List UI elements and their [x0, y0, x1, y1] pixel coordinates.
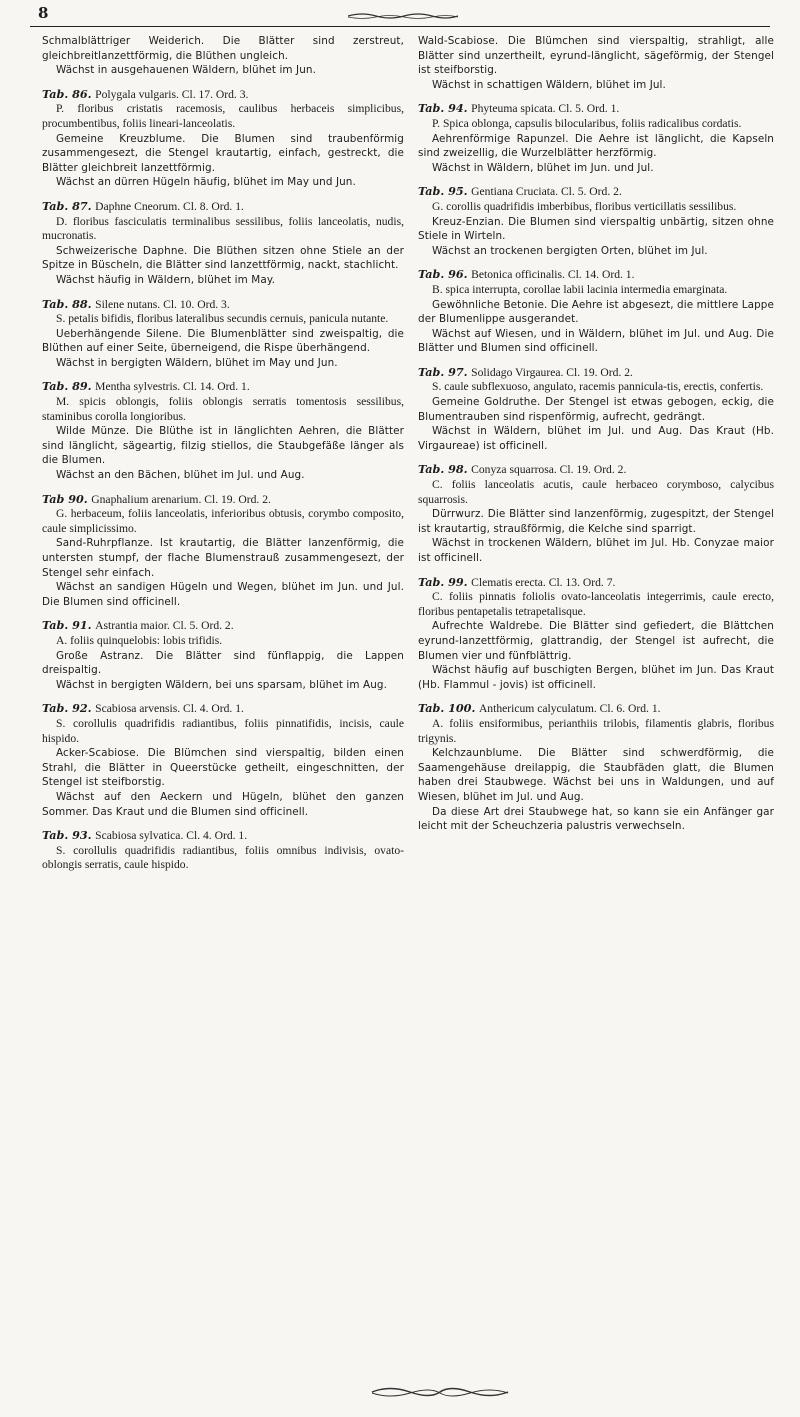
species-entry	[418, 365, 774, 454]
german-description: Wächst auf den Aeckern und Hügeln, blühet den ganzen Sommer. Das Kraut und die Blumen sind officinell.	[42, 790, 404, 818]
species-entry	[42, 828, 404, 873]
german-description: Gewöhnliche Betonie. Die Aehre ist abgesezt, die mittlere Lappe der Blumenlippe ausgerandet.	[418, 298, 774, 326]
tab-number: Tab. 89.	[42, 379, 92, 394]
german-description: Gemeine Kreuzblume. Die Blumen sind traubenförmig zusammengesezt, die Stengel krautartig, einfach, gestreckt, die Blätter gleichbreit lanzettförmig.	[42, 132, 404, 174]
latin-description: S. corollulis quadrifidis radiantibus, foliis omnibus indivisis, ovato-oblongis serratis, caule hispido.	[42, 843, 404, 872]
latin-description: D. floribus fasciculatis terminalibus sessilibus, foliis lanceolatis, nudis, mucronatis.	[42, 214, 404, 243]
tab-number: Tab. 88.	[42, 296, 92, 311]
species-name: Mentha sylvestris. Cl. 14. Ord. 1.	[95, 380, 250, 394]
header-rule	[30, 26, 770, 27]
species-entry	[418, 34, 774, 92]
species-name: Daphne Cneorum. Cl. 8. Ord. 1.	[95, 199, 244, 213]
entry-heading	[42, 701, 404, 717]
german-description: Wächst in Wäldern, blühet im Jun. und Jul.	[432, 161, 654, 174]
tab-number: Tab. 93.	[42, 828, 92, 843]
german-description: Schmalblättriger Weiderich. Die Blätter sind zerstreut, gleichbreitlanzettförmig, die Blüthen ungleich.	[42, 35, 404, 62]
latin-description: A. foliis quinquelobis: lobis trifidis.	[56, 633, 223, 647]
entry-heading	[418, 701, 774, 717]
german-description: Kelchzaunblume. Die Blätter sind schwerdförmig, die Saamengehäuse dreilappig, die Staubfäden glatt, die Blumen haben drei Staubwege. Wächst bei uns in Waldungen, und auf Wiesen, blühet im Jul. und Aug.	[418, 747, 774, 803]
species-entry	[42, 701, 404, 819]
species-name: Silene nutans. Cl. 10. Ord. 3.	[95, 297, 230, 311]
species-entry	[418, 101, 774, 175]
german-description: Wächst an trockenen bergigten Orten, blühet im Jul.	[432, 244, 708, 257]
species-entry	[418, 462, 774, 565]
entry-heading	[42, 297, 404, 313]
german-description: Gemeine Goldruthe. Der Stengel ist etwas gebogen, eckig, die Blumentrauben sind rispenförmig, aufrecht, gedrängt.	[418, 396, 774, 423]
german-description: Acker-Scabiose. Die Blümchen sind vierspaltig, bilden einen Strahl, die Blätter in Queerstücke getheilt, eingeschnitten, der Stengel ist steifborstig.	[42, 747, 404, 789]
tab-number: Tab. 95.	[418, 184, 468, 199]
tab-number: Tab. 86.	[42, 86, 92, 101]
entry-heading	[418, 184, 774, 200]
tab-number: Tab. 91.	[42, 618, 92, 633]
german-description: Wächst in schattigen Wäldern, blühet im Jul.	[432, 78, 666, 91]
german-description: Aehrenförmige Rapunzel. Die Aehre ist länglicht, die Kapseln sind zweizellig, die Wurzelblätter herzförmig.	[418, 132, 774, 160]
tab-number: Tab. 98.	[418, 462, 468, 477]
species-name: Clematis erecta. Cl. 13. Ord. 7.	[471, 575, 616, 589]
species-entry	[418, 701, 774, 833]
species-name: Scabiosa sylvatica. Cl. 4. Ord. 1.	[95, 829, 248, 843]
german-description: Wächst in ausgehauenen Wäldern, blühet im Jun.	[56, 64, 316, 77]
german-description: Wächst in trockenen Wäldern, blühet im Jul. Hb. Conyzae maior ist officinell.	[418, 537, 774, 564]
tab-number: Tab. 94.	[418, 101, 468, 116]
german-description: Wächst an den Bächen, blühet im Jul. und Aug.	[56, 469, 305, 482]
entry-heading	[418, 101, 774, 117]
entry-heading	[42, 199, 404, 215]
species-name: Gentiana Cruciata. Cl. 5. Ord. 2.	[471, 185, 622, 199]
latin-description: P. floribus cristatis racemosis, caulibus herbaceis simplicibus, procumbentibus, foliis lineari-lanceolatis.	[42, 102, 404, 130]
entry-heading	[418, 267, 774, 283]
tab-number: Tab. 96.	[418, 267, 468, 282]
species-entry	[42, 34, 404, 78]
latin-description: S. corollulis quadrifidis radiantibus, foliis pinnatifidis, incisis, caule hispido.	[42, 716, 404, 745]
tab-number: Tab. 99.	[418, 574, 468, 589]
german-description: Kreuz-Enzian. Die Blumen sind vierspaltig unbärtig, sitzen ohne Stiele in Wirteln.	[418, 215, 774, 243]
german-description: Wächst an dürren Hügeln häufig, blühet im May und Jun.	[56, 176, 356, 189]
german-description: Wächst in Wäldern, blühet im Jul. und Aug. Das Kraut (Hb. Virgaureae) ist officinell.	[418, 425, 774, 452]
footer-ornament-icon	[370, 1385, 510, 1399]
species-name: Conyza squarrosa. Cl. 19. Ord. 2.	[471, 463, 627, 477]
latin-description: C. foliis lanceolatis acutis, caule herbaceo corymboso, calycibus squarrosis.	[418, 478, 774, 506]
tab-number: Tab 90.	[42, 491, 88, 506]
german-description: Aufrechte Waldrebe. Die Blätter sind gefiedert, die Blättchen eyrund-lanzettförmig, glattrandig, der Stengel ist aufrecht, die Blumen vier und fünfblättrig.	[418, 620, 774, 662]
species-entry	[42, 297, 404, 371]
german-description: Dürrwurz. Die Blätter sind lanzenförmig, zugespitzt, der Stengel ist krautartig, straußförmig, die Kelche sind sparrigt.	[418, 508, 774, 535]
german-description: Sand-Ruhrpflanze. Ist krautartig, die Blätter lanzenförmig, die untersten stumpf, der flache Blumenstrauß zusammengesezt, der Stengel sehr einfach.	[42, 537, 404, 579]
species-entry	[42, 87, 404, 190]
german-description: Ueberhängende Silene. Die Blumenblätter sind zweispaltig, die Blüthen auf einer Seite, überneigend, die Rispe überhängend.	[42, 327, 404, 355]
entry-heading	[42, 379, 404, 395]
entry-heading	[42, 828, 404, 844]
german-description: Wald-Scabiose. Die Blümchen sind vierspaltig, strahligt, alle Blätter sind unzertheilt, eyrund-länglicht, sägeförmig, der Stengel ist steifborstig.	[418, 35, 774, 77]
species-entry	[42, 379, 404, 482]
tab-number: Tab. 97.	[418, 364, 468, 379]
latin-description: B. spica interrupta, corollae labii lacinia intermedia emarginata.	[432, 282, 728, 296]
entry-heading	[418, 462, 774, 478]
species-name: Scabiosa arvensis. Cl. 4. Ord. 1.	[95, 702, 244, 716]
species-entry	[418, 267, 774, 356]
german-description: Schweizerische Daphne. Die Blüthen sitzen ohne Stiele an der Spitze in Büscheln, die Blätter sind lanzettförmig, nackt, stachlicht.	[42, 244, 404, 272]
latin-description: S. caule subflexuoso, angulato, racemis pannicula-tis, erectis, confertis.	[432, 380, 764, 394]
entry-heading	[42, 618, 404, 634]
species-name: Anthericum calyculatum. Cl. 6. Ord. 1.	[478, 702, 661, 716]
page-header	[38, 4, 762, 24]
latin-description: C. foliis pinnatis foliolis ovato-lanceolatis integerrimis, caule erecto, floribus pentapetalis tetrapetalisque.	[418, 590, 774, 618]
species-name: Polygala vulgaris. Cl. 17. Ord. 3.	[95, 87, 249, 101]
species-name: Phyteuma spicata. Cl. 5. Ord. 1.	[471, 102, 620, 116]
species-entry	[418, 575, 774, 693]
species-entry	[42, 618, 404, 692]
entry-heading	[418, 575, 774, 591]
latin-description: G. herbaceum, foliis lanceolatis, inferioribus obtusis, corymbo composito, caule simplicissimo.	[42, 507, 404, 535]
species-name: Solidago Virgaurea. Cl. 19. Ord. 2.	[471, 365, 633, 379]
species-name: Betonica officinalis. Cl. 14. Ord. 1.	[471, 268, 635, 282]
tab-number: Tab. 92.	[42, 701, 92, 716]
left-column	[42, 34, 404, 882]
latin-description: P. Spica oblonga, capsulis bilocularibus, foliis radicalibus cordatis.	[432, 116, 742, 130]
german-description: Wächst häufig auf buschigten Bergen, blühet im Jun. Das Kraut (Hb. Flammul - jovis) ist officinell.	[418, 664, 774, 691]
german-description: Wächst in bergigten Wäldern, blühet im May und Jun.	[56, 356, 338, 369]
latin-description: A. foliis ensiformibus, perianthiis trilobis, filamentis glabris, floribus trigynis.	[418, 716, 774, 745]
german-description: Da diese Art drei Staubwege hat, so kann sie ein Anfänger gar leicht mit der Scheuchzeria palustris verwechseln.	[418, 805, 774, 833]
right-column	[418, 34, 774, 843]
german-description: Wächst häufig in Wäldern, blühet im May.	[56, 273, 275, 286]
latin-description: M. spicis oblongis, foliis oblongis serratis tomentosis sessilibus, staminibus corolla longioribus.	[42, 395, 404, 423]
german-description: Große Astranz. Die Blätter sind fünflappig, die Lappen dreispaltig.	[42, 649, 404, 677]
species-name: Astrantia maior. Cl. 5. Ord. 2.	[95, 619, 234, 633]
latin-description: S. petalis bifidis, floribus lateralibus secundis cernuis, panicula nutante.	[56, 312, 389, 326]
page-number: 8	[38, 4, 49, 22]
german-description: Wächst in bergigten Wäldern, bei uns sparsam, blühet im Aug.	[56, 678, 388, 691]
entry-heading	[42, 87, 404, 103]
header-ornament-icon	[348, 12, 458, 20]
tab-number: Tab. 100.	[418, 701, 476, 716]
species-entry	[42, 199, 404, 288]
species-entry	[42, 492, 404, 610]
species-entry	[418, 184, 774, 258]
entry-heading	[42, 492, 404, 508]
species-name: Gnaphalium arenarium. Cl. 19. Ord. 2.	[91, 492, 271, 506]
german-description: Wilde Münze. Die Blüthe ist in länglichten Aehren, die Blätter sind länglicht, sägeartig, filzig stiellos, die Staubgefäße länger als die Blumen.	[42, 425, 404, 467]
german-description: Wächst auf Wiesen, und in Wäldern, blühet im Jul. und Aug. Die Blätter und Blumen sind officinell.	[418, 327, 774, 355]
german-description: Wächst an sandigen Hügeln und Wegen, blühet im Jun. und Jul. Die Blumen sind officinell.	[42, 581, 404, 608]
latin-description: G. corollis quadrifidis imberbibus, floribus verticillatis sessilibus.	[432, 199, 737, 213]
tab-number: Tab. 87.	[42, 198, 92, 213]
entry-heading	[418, 365, 774, 381]
